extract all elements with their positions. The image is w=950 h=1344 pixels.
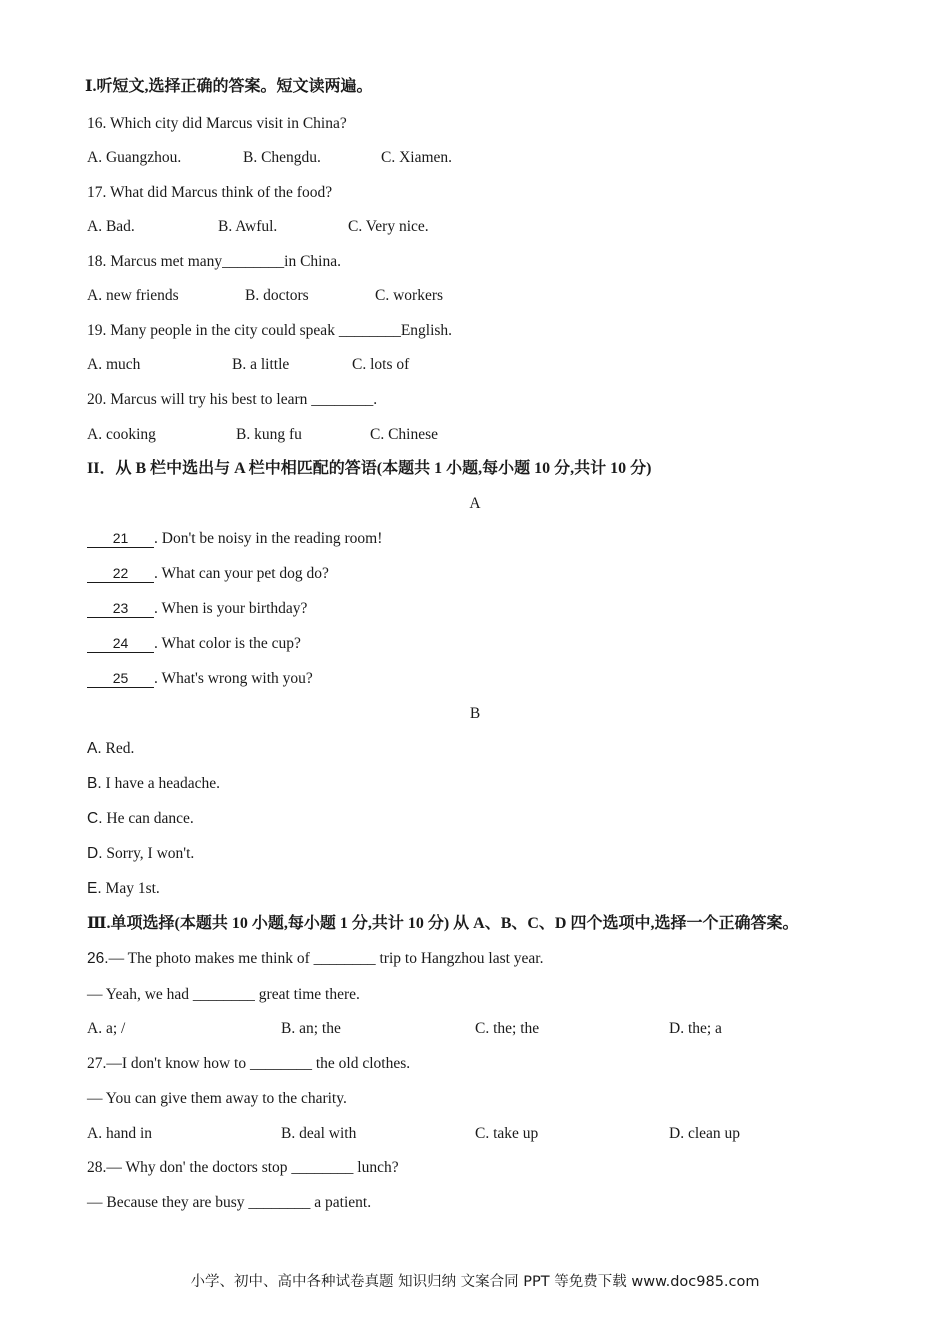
answer-blank-25[interactable]: 25 <box>87 670 154 688</box>
q16-option-c: C. Xiamen. <box>381 149 453 166</box>
answer-option-b <box>87 774 220 794</box>
q18-option-c: C. workers <box>375 287 444 304</box>
answer-blank-21[interactable]: 21 <box>87 530 154 548</box>
answer-option-c <box>87 809 194 829</box>
question-26-line2: — Yeah, we had ________ great time there. <box>87 986 360 1003</box>
question-27: 27.—I don't know how to ________ the old clothes. <box>87 1055 411 1072</box>
answer-option-e-text: May 1st. <box>101 880 160 897</box>
question-18: 18. Marcus met many________in China. <box>87 253 341 270</box>
question-19: 19. Many people in the city could speak ________English. <box>87 322 453 339</box>
q26-option-b: B. an; the <box>281 1020 341 1037</box>
q27-option-d: D. clean up <box>669 1125 741 1142</box>
question-17: 17. What did Marcus think of the food? <box>87 184 333 201</box>
answer-blank-22[interactable]: 22 <box>87 565 154 583</box>
q27-option-b: B. deal with <box>281 1125 357 1142</box>
question-20: 20. Marcus will try his best to learn ________. <box>87 391 378 408</box>
answer-option-d-letter: D. <box>87 845 103 862</box>
q18-option-b: B. doctors <box>245 287 309 304</box>
q26-option-d: D. the; a <box>669 1020 722 1037</box>
match-item-22 <box>87 564 329 584</box>
q16-option-a: A. Guangzhou. <box>87 149 182 166</box>
answer-option-d-text: Sorry, I won't. <box>102 845 195 862</box>
answer-option-d <box>87 844 194 864</box>
q20-option-b: B. kung fu <box>236 426 302 443</box>
section1-title: Ⅰ.听短文,选择正确的答案。短文读两遍。 <box>85 78 373 95</box>
answer-option-c-text: He can dance. <box>102 810 194 827</box>
q19-option-b: B. a little <box>232 356 290 373</box>
page-footer: 小学、初中、高中各种试卷真题 知识归纳 文案合同 PPT 等免费下载 www.doc985.com <box>190 1274 760 1290</box>
match-item-22-text: . What can your pet dog do? <box>154 565 329 582</box>
match-item-24-text: . What color is the cup? <box>154 635 301 652</box>
match-item-21-text: . Don't be noisy in the reading room! <box>154 530 383 547</box>
question-16: 16. Which city did Marcus visit in China? <box>87 115 347 132</box>
q26-option-a: A. a; / <box>87 1020 126 1037</box>
section3-title: Ⅲ.单项选择(本题共 10 小题,每小题 1 分,共计 10 分) 从 A、B、C、D 四个选项中,选择一个正确答案。 <box>87 915 799 932</box>
answer-option-c-letter: C. <box>87 810 103 827</box>
section2-title: II．从 B 栏中选出与 A 栏中相匹配的答语(本题共 1 小题,每小题 10 分,共计 10 分) <box>87 460 652 477</box>
answer-blank-24[interactable]: 24 <box>87 635 154 653</box>
question-28: 28.— Why don' the doctors stop ________ lunch? <box>87 1159 399 1176</box>
q19-option-c: C. lots of <box>352 356 410 373</box>
answer-option-a-text: Red. <box>101 740 135 757</box>
q17-option-a: A. Bad. <box>87 218 135 235</box>
match-item-23-text: . When is your birthday? <box>154 600 308 617</box>
column-b-label: B <box>469 705 481 722</box>
q19-option-a: A. much <box>87 356 141 373</box>
match-item-21 <box>87 529 382 549</box>
question-27-line2: — You can give them away to the charity. <box>87 1090 347 1107</box>
answer-blank-23[interactable]: 23 <box>87 600 154 618</box>
q20-option-a: A. cooking <box>87 426 156 443</box>
question-26-line1: — The photo makes me think of ________ trip to Hangzhou last year. <box>108 950 544 967</box>
match-item-23 <box>87 599 307 619</box>
match-item-25 <box>87 669 313 689</box>
answer-option-a <box>87 739 134 759</box>
question-28-line2: — Because they are busy ________ a patient. <box>87 1194 372 1211</box>
q20-option-c: C. Chinese <box>370 426 439 443</box>
answer-option-a-letter: A. <box>87 740 102 757</box>
question-26 <box>87 949 544 969</box>
q18-option-a: A. new friends <box>87 287 179 304</box>
q16-option-b: B. Chengdu. <box>243 149 321 166</box>
q27-option-c: C. take up <box>475 1125 539 1142</box>
question-26-number: 26. <box>87 950 109 967</box>
q26-option-c: C. the; the <box>475 1020 540 1037</box>
answer-option-e-letter: E. <box>87 880 102 897</box>
q17-option-b: B. Awful. <box>218 218 278 235</box>
match-item-24 <box>87 634 301 654</box>
answer-option-b-text: I have a headache. <box>101 775 220 792</box>
q27-option-a: A. hand in <box>87 1125 153 1142</box>
column-a-label: A <box>469 495 481 512</box>
q17-option-c: C. Very nice. <box>348 218 429 235</box>
match-item-25-text: . What's wrong with you? <box>154 670 313 687</box>
answer-option-e <box>87 879 160 899</box>
answer-option-b-letter: B. <box>87 775 102 792</box>
